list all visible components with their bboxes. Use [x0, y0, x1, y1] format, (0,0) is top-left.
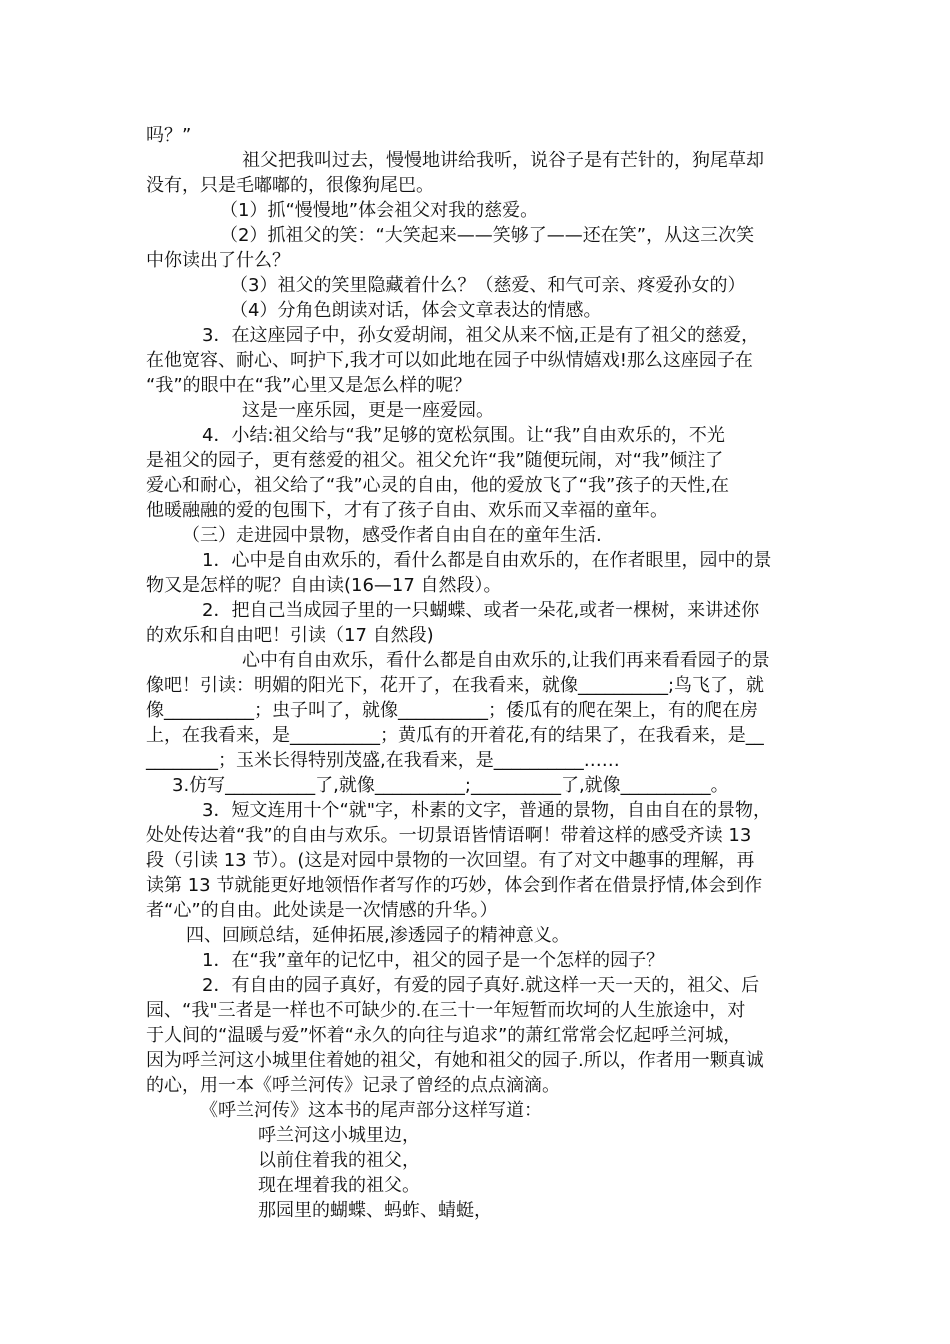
text-line: （3）祖父的笑里隐藏着什么？（慈爱、和气可亲、疼爱孙女的）: [230, 275, 746, 296]
text-line: 1．在“我”童年的记忆中，祖父的园子是一个怎样的园子？: [202, 950, 665, 971]
text-line: 3．在这座园子中，孙女爱胡闹，祖父从来不恼,正是有了祖父的慈爱，: [202, 325, 760, 346]
text-line: 是祖父的园子，更有慈爱的祖父。祖父允许“我”随便玩闹，对“我”倾注了: [146, 450, 724, 471]
text-line: 爱心和耐心，祖父给了“我”心灵的自由，他的爱放飞了“我”孩子的天性,在: [146, 475, 730, 496]
text-line: 他暖融融的爱的包围下，才有了孩子自由、欢乐而又幸福的童年。: [146, 500, 668, 521]
text-line: “我”的眼中在“我”心里又是怎么样的呢？: [146, 375, 472, 396]
text-line: 吗？”: [146, 125, 192, 146]
text-line: 3.仿写__________了,就像__________;__________了,就像__________。: [172, 775, 729, 796]
text-line: 4．小结:祖父给与“我”足够的宽松氛围。让“我”自由欢乐的，不光: [202, 425, 725, 446]
poem-line: 那园里的蝴蝶、蚂蚱、蜻蜓，: [258, 1200, 492, 1221]
text-line: 者“心”的自由。此处读是一次情感的升华。）: [146, 900, 498, 921]
text-line: 上，在我看来，是__________；黄瓜有的开着花,有的结果了，在我看来，是__: [146, 725, 764, 746]
poem-line: 以前住着我的祖父，: [258, 1150, 420, 1171]
text-line: 中你读出了什么？: [146, 250, 290, 271]
text-line: 的欢乐和自由吧！引读（17 自然段): [146, 625, 434, 646]
text-line: 没有，只是毛嘟嘟的，很像狗尾巴。: [146, 175, 434, 196]
text-line: 段（引读 13 节）。(这是对园中景物的一次回望。有了对文中趣事的理解，再: [146, 850, 755, 871]
text-line: 处处传达着“我”的自由与欢乐。一切景语皆情语啊！带着这样的感受齐读 13: [146, 825, 752, 846]
text-line: 心中有自由欢乐，看什么都是自由欢乐的,让我们再来看看园子的景: [242, 650, 770, 671]
text-line: 祖父把我叫过去，慢慢地讲给我听，说谷子是有芒针的，狗尾草却: [242, 150, 764, 171]
text-line: 《呼兰河传》这本书的尾声部分这样写道：: [200, 1100, 542, 1121]
text-line: 2．有自由的园子真好，有爱的园子真好.就这样一天一天的，祖父、后: [202, 975, 760, 996]
poem-line: 呼兰河这小城里边，: [258, 1125, 420, 1146]
text-line: 读第 13 节就能更好地领悟作者写作的巧妙，体会到作者在借景抒情,体会到作: [146, 875, 763, 896]
text-line: （2）抓祖父的笑：“大笑起来——笑够了——还在笑”，从这三次笑: [220, 225, 755, 246]
section-heading: 四、回顾总结，延伸拓展,渗透园子的精神意义。: [186, 925, 570, 946]
text-line: 3．短文连用十个“就"字，朴素的文字，普通的景物，自由自在的景物，: [202, 800, 772, 821]
text-line: 的心，用一本《呼兰河传》记录了曾经的点点滴滴。: [146, 1075, 560, 1096]
text-line: 这是一座乐园，更是一座爱园。: [242, 400, 494, 421]
text-line: 2．把自己当成园子里的一只蝴蝶、或者一朵花,或者一棵树，来讲述你: [202, 600, 760, 621]
text-line: （4）分角色朗读对话，体会文章表达的情感。: [230, 300, 602, 321]
text-line: （1）抓“慢慢地”体会祖父对我的慈爱。: [220, 200, 539, 221]
text-line: 因为呼兰河这小城里住着她的祖父，有她和祖父的园子.所以，作者用一颗真诚: [146, 1050, 764, 1071]
text-line: 像__________；虫子叫了，就像__________；倭瓜有的爬在架上，有的爬在房: [146, 700, 758, 721]
text-line: 于人间的“温暖与爱”怀着“永久的向往与追求”的萧红常常会忆起呼兰河城，: [146, 1025, 742, 1046]
text-line: ________；玉米长得特别茂盛,在我看来，是__________……: [146, 750, 620, 771]
section-heading: （三）走进园中景物，感受作者自由自在的童年生活.: [182, 525, 602, 546]
text-line: 像吧！引读：明媚的阳光下，花开了，在我看来，就像__________;鸟飞了，就: [146, 675, 765, 696]
text-line: 在他宽容、耐心、呵护下,我才可以如此地在园子中纵情嬉戏!那么这座园子在: [146, 350, 753, 371]
poem-line: 现在埋着我的祖父。: [258, 1175, 420, 1196]
text-line: 物又是怎样的呢？自由读(16—17 自然段）。: [146, 575, 502, 596]
text-line: 园、“我"三者是一样也不可缺少的.在三十一年短暂而坎坷的人生旅途中，对: [146, 1000, 746, 1021]
text-line: 1．心中是自由欢乐的，看什么都是自由欢乐的，在作者眼里，园中的景: [202, 550, 772, 571]
